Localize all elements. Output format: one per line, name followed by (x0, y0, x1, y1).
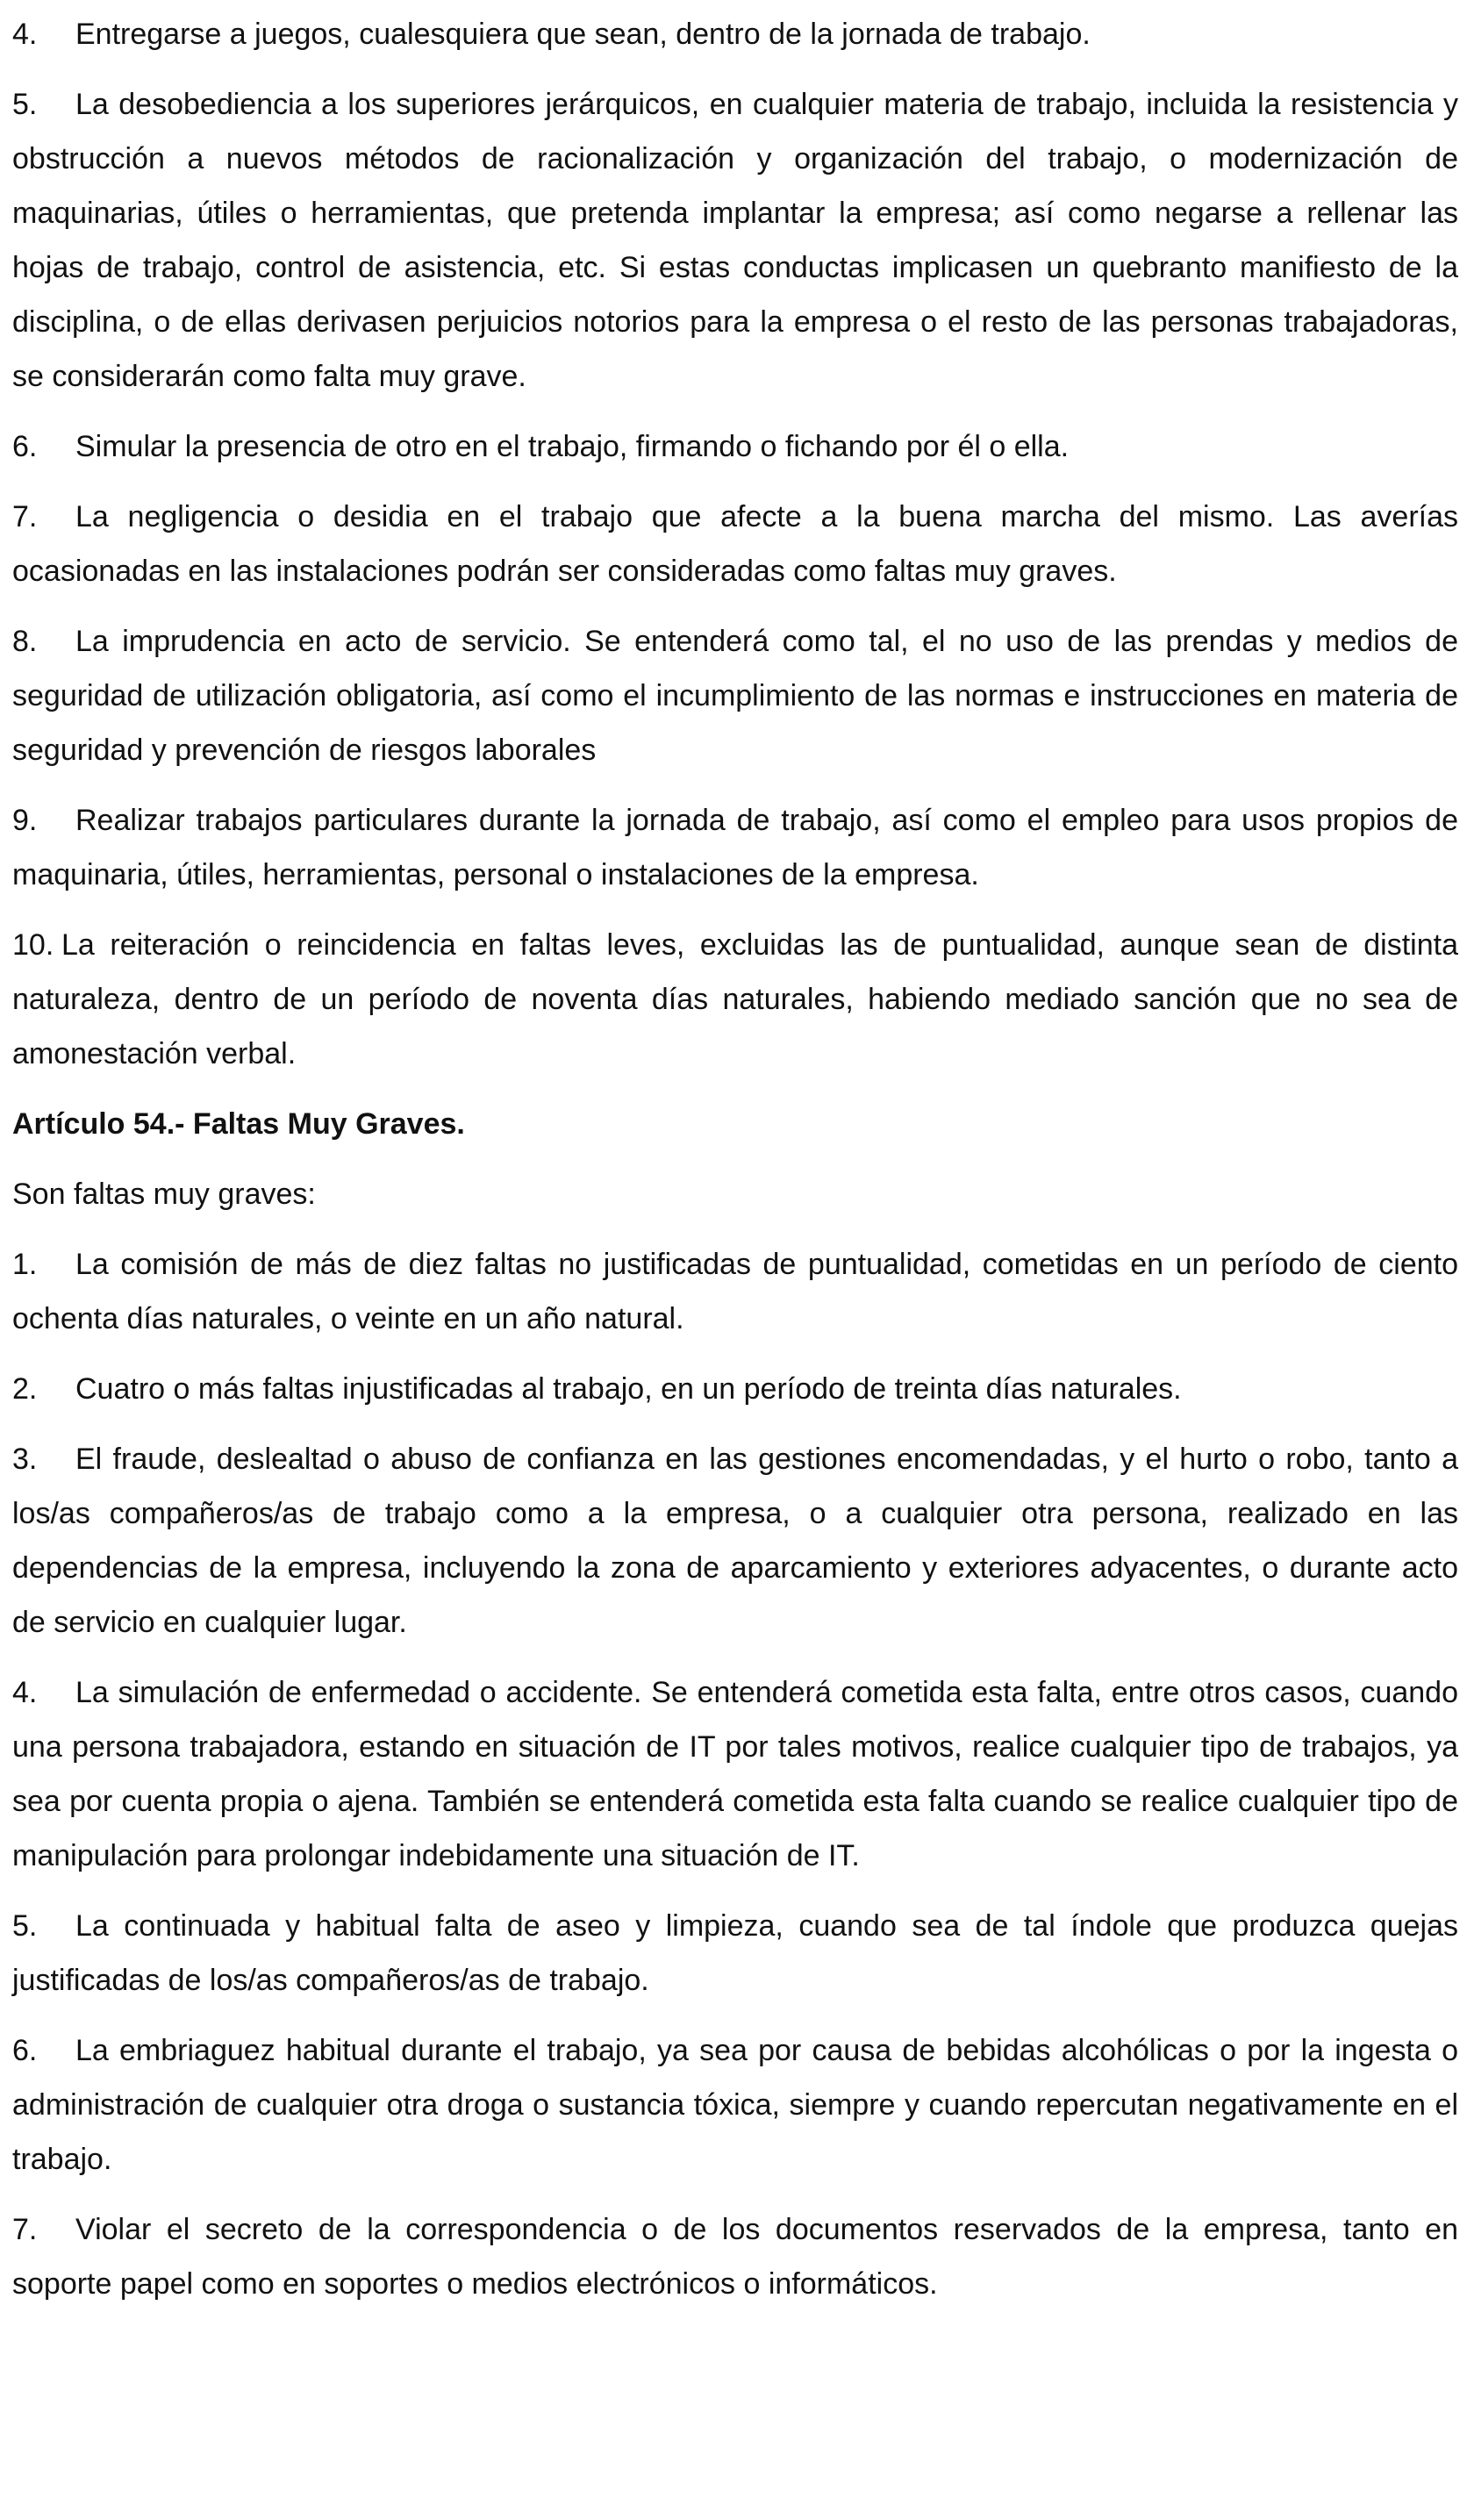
item-number: 5. (12, 1909, 38, 1943)
continued-list (12, 7, 1458, 1081)
item-text: La continuada y habitual falta de aseo y limpieza, cuando sea de tal índole que produzca quejas justificadas de los/as compañeros/as de trabajo. (12, 1909, 1458, 1997)
item-number: 7. (12, 2213, 38, 2246)
item-number: 8. (12, 625, 38, 658)
item-number: 3. (12, 1443, 38, 1476)
item-number: 2. (12, 1372, 38, 1406)
item-number: 7. (12, 500, 38, 533)
article-intro: Son faltas muy graves: (12, 1178, 316, 1211)
item-text: La imprudencia en acto de servicio. Se entenderá como tal, el no uso de las prendas y medios de seguridad de utilización obligatoria, así como el incumplimiento de las normas e instrucciones en materia de seguridad y prevención de riesgos laborales (12, 625, 1458, 767)
list-item (12, 1237, 1458, 1346)
list-item (12, 2023, 1458, 2187)
list-item (12, 1362, 1458, 1416)
item-number: 6. (12, 2034, 38, 2067)
item-number: 10. (12, 928, 54, 962)
article-list (12, 1237, 1458, 2311)
list-item (12, 490, 1458, 598)
list-item (12, 419, 1458, 474)
item-text: Cuatro o más faltas injustificadas al trabajo, en un período de treinta días naturales. (75, 1372, 1182, 1406)
item-number: 5. (12, 88, 38, 121)
item-number: 4. (12, 1676, 38, 1709)
item-number: 9. (12, 804, 38, 837)
item-text: Realizar trabajos particulares durante la jornada de trabajo, así como el empleo para usos propios de maquinaria, útiles, herramientas, personal o instalaciones de la empresa. (12, 804, 1458, 891)
item-number: 4. (12, 18, 38, 51)
list-item (12, 793, 1458, 902)
item-text: Entregarse a juegos, cualesquiera que sean, dentro de la jornada de trabajo. (75, 18, 1091, 51)
list-item (12, 1899, 1458, 2008)
item-text: La reiteración o reincidencia en faltas leves, excluidas las de puntualidad, aunque sean de distinta naturaleza, dentro de un período de noventa días naturales, habiendo mediado sanción que no sea de amonestación verbal. (12, 928, 1458, 1070)
item-text: Simular la presencia de otro en el trabajo, firmando o fichando por él o ella. (75, 430, 1070, 463)
item-text: La negligencia o desidia en el trabajo que afecte a la buena marcha del mismo. Las averías ocasionadas en las instalaciones podrán ser consideradas como faltas muy graves. (12, 500, 1458, 588)
item-text: La comisión de más de diez faltas no justificadas de puntualidad, cometidas en un período de ciento ochenta días naturales, o veinte en un año natural. (12, 1248, 1458, 1335)
list-item (12, 2202, 1458, 2311)
item-number: 1. (12, 1248, 38, 1281)
item-text: La simulación de enfermedad o accidente. Se entenderá cometida esta falta, entre otros casos, cuando una persona trabajadora, estando en situación de IT por tales motivos, realice cualquier tipo de trabajos, ya sea por cuenta propia o ajena. También se entenderá cometida esta falta cuando se realice cualquier tipo de manipulación para prolongar indebidamente una situación de IT. (12, 1676, 1458, 1872)
list-item (12, 918, 1458, 1081)
item-number: 6. (12, 430, 38, 463)
item-text: El fraude, deslealtad o abuso de confianza en las gestiones encomendadas, y el hurto o robo, tanto a los/as compañeros/as de trabajo como a la empresa, o a cualquier otra persona, realizado en las dependencias de la empresa, incluyendo la zona de aparcamiento y exteriores adyacentes, o durante acto de servicio en cualquier lugar. (12, 1443, 1458, 1639)
list-item (12, 77, 1458, 404)
list-item (12, 614, 1458, 777)
item-text: Violar el secreto de la correspondencia o de los documentos reservados de la empresa, tanto en soporte papel como en soportes o medios electrónicos o informáticos. (12, 2213, 1458, 2301)
item-text: La desobediencia a los superiores jerárquicos, en cualquier materia de trabajo, incluida la resistencia y obstrucción a nuevos métodos de racionalización y organización del trabajo, o modernización de maquinarias, útiles o herramientas, que pretenda implantar la empresa; así como negarse a rellenar las hojas de trabajo, control de asistencia, etc. Si estas conductas implicasen un quebranto manifiesto de la disciplina, o de ellas derivasen perjuicios notorios para la empresa o el resto de las personas trabajadoras, se considerarán como falta muy grave. (12, 88, 1458, 393)
list-item (12, 1432, 1458, 1650)
list-item (12, 7, 1458, 61)
list-item (12, 1665, 1458, 1883)
item-text: La embriaguez habitual durante el trabajo, ya sea por causa de bebidas alcohólicas o por la ingesta o administración de cualquier otra droga o sustancia tóxica, siempre y cuando repercutan negativamente en el trabajo. (12, 2034, 1458, 2176)
article-heading: Artículo 54.- Faltas Muy Graves. (12, 1107, 465, 1141)
